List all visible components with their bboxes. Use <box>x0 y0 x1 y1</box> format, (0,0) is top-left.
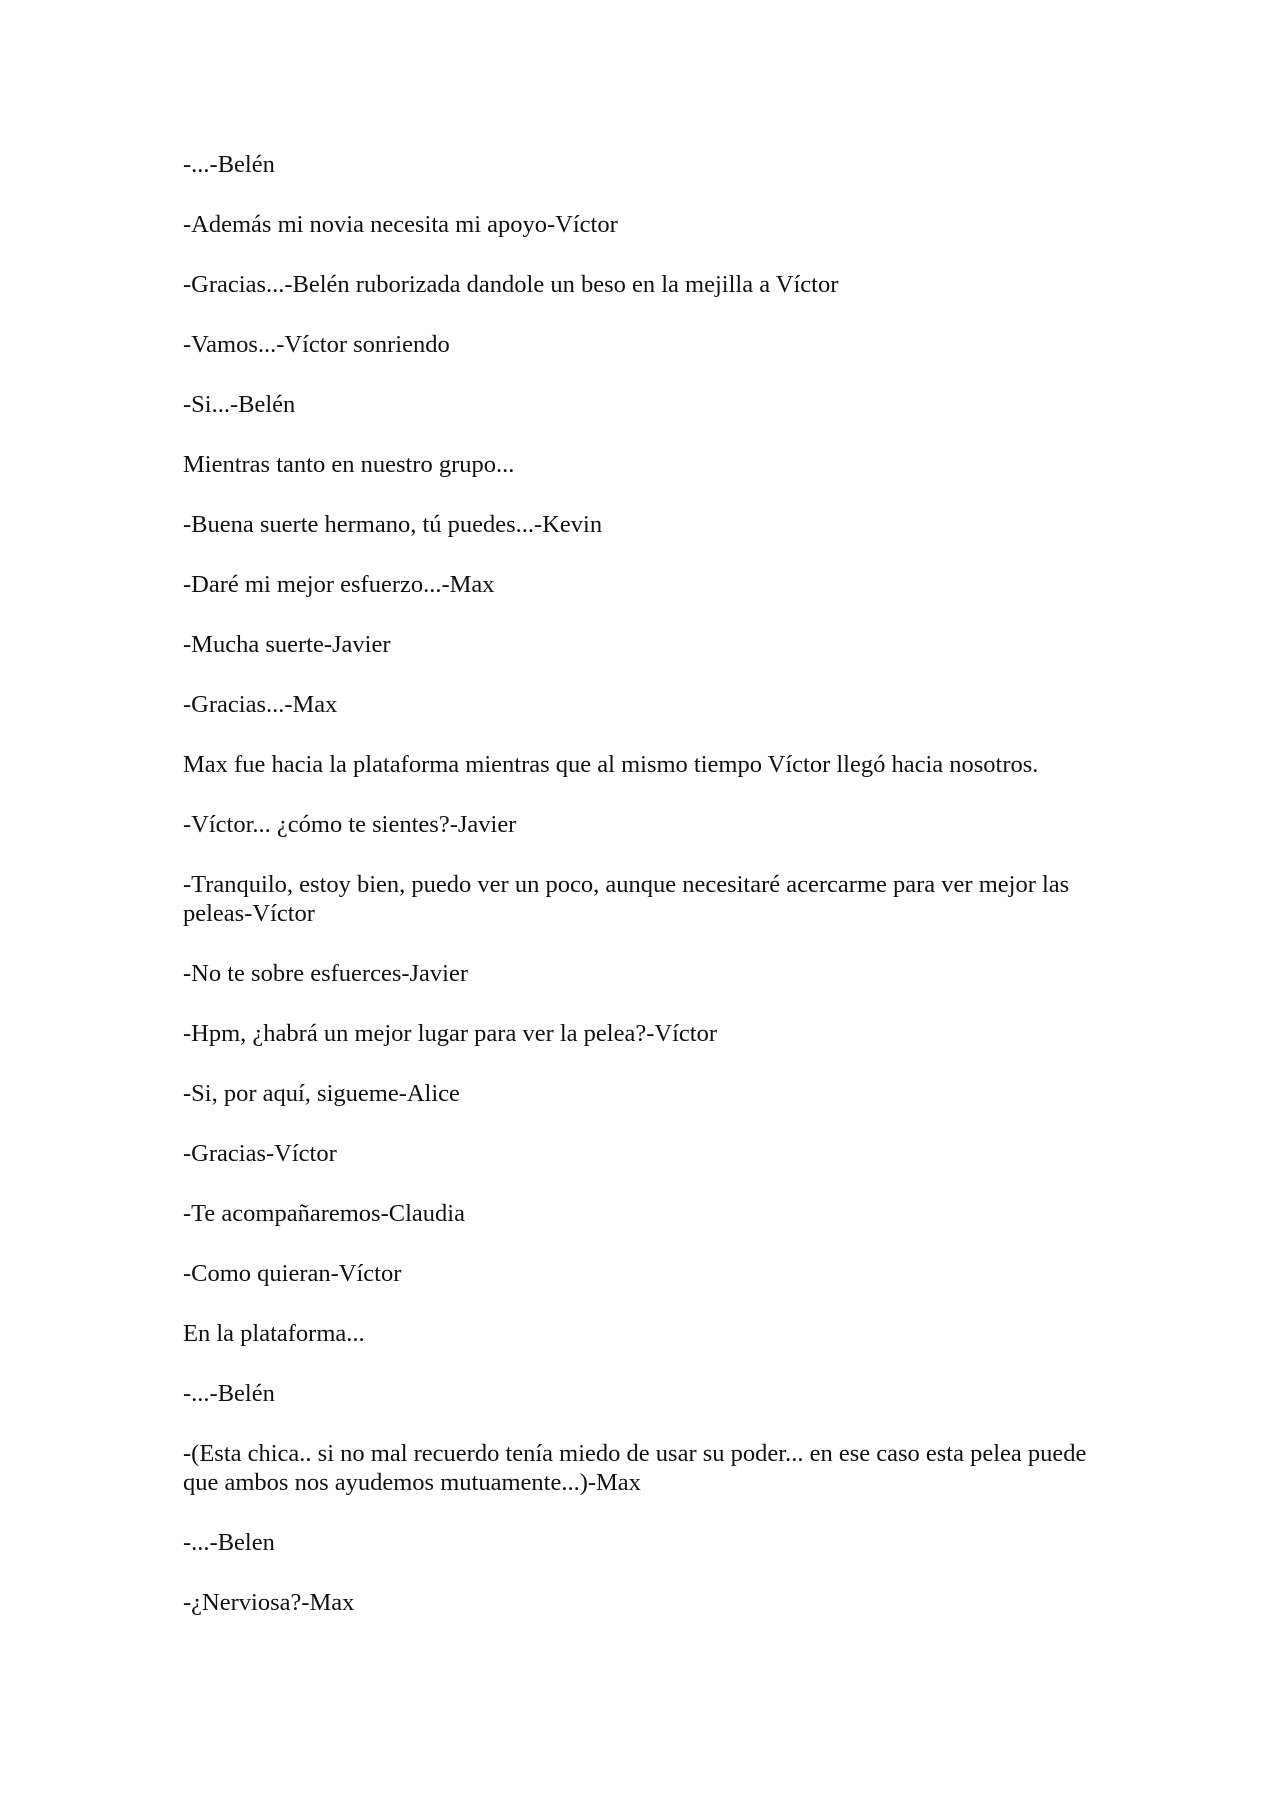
paragraph: -Hpm, ¿habrá un mejor lugar para ver la pelea?-Víctor <box>183 1020 717 1047</box>
paragraph: -Como quieran-Víctor <box>183 1260 402 1287</box>
paragraph: -(Esta chica.. si no mal recuerdo tenía miedo de usar su poder... en ese caso esta pelea puede que ambos nos ayudemos mutuamente...)-Max <box>183 1440 1087 1496</box>
paragraph: -Te acompañaremos-Claudia <box>183 1200 465 1227</box>
paragraph: -¿Nerviosa?-Max <box>183 1589 355 1616</box>
paragraph: -Buena suerte hermano, tú puedes...-Kevin <box>183 511 603 538</box>
paragraph: -Además mi novia necesita mi apoyo-Víctor <box>183 211 618 238</box>
paragraph: -Si, por aquí, sigueme-Alice <box>183 1080 460 1107</box>
paragraph: -...-Belén <box>183 1380 275 1407</box>
paragraph: Max fue hacia la plataforma mientras que al mismo tiempo Víctor llegó hacia nosotros. <box>183 751 1039 778</box>
paragraph: -...-Belén <box>183 151 275 178</box>
paragraph: -No te sobre esfuerces-Javier <box>183 960 469 987</box>
paragraph: -Gracias...-Belén ruborizada dandole un beso en la mejilla a Víctor <box>183 271 839 298</box>
paragraph: -Víctor... ¿cómo te sientes?-Javier <box>183 811 517 838</box>
paragraph: -Vamos...-Víctor sonriendo <box>183 331 450 358</box>
document-body <box>183 150 1093 1648</box>
paragraph: -Gracias...-Max <box>183 691 338 718</box>
paragraph: -...-Belen <box>183 1529 275 1556</box>
paragraph: -Mucha suerte-Javier <box>183 631 391 658</box>
paragraph: Mientras tanto en nuestro grupo... <box>183 451 515 478</box>
paragraph: En la plataforma... <box>183 1320 365 1347</box>
paragraph: -Tranquilo, estoy bien, puedo ver un poco, aunque necesitaré acercarme para ver mejor las peleas-Víctor <box>183 871 1070 927</box>
paragraph: -Si...-Belén <box>183 391 296 418</box>
paragraph: -Gracias-Víctor <box>183 1140 337 1167</box>
paragraph: -Daré mi mejor esfuerzo...-Max <box>183 571 495 598</box>
